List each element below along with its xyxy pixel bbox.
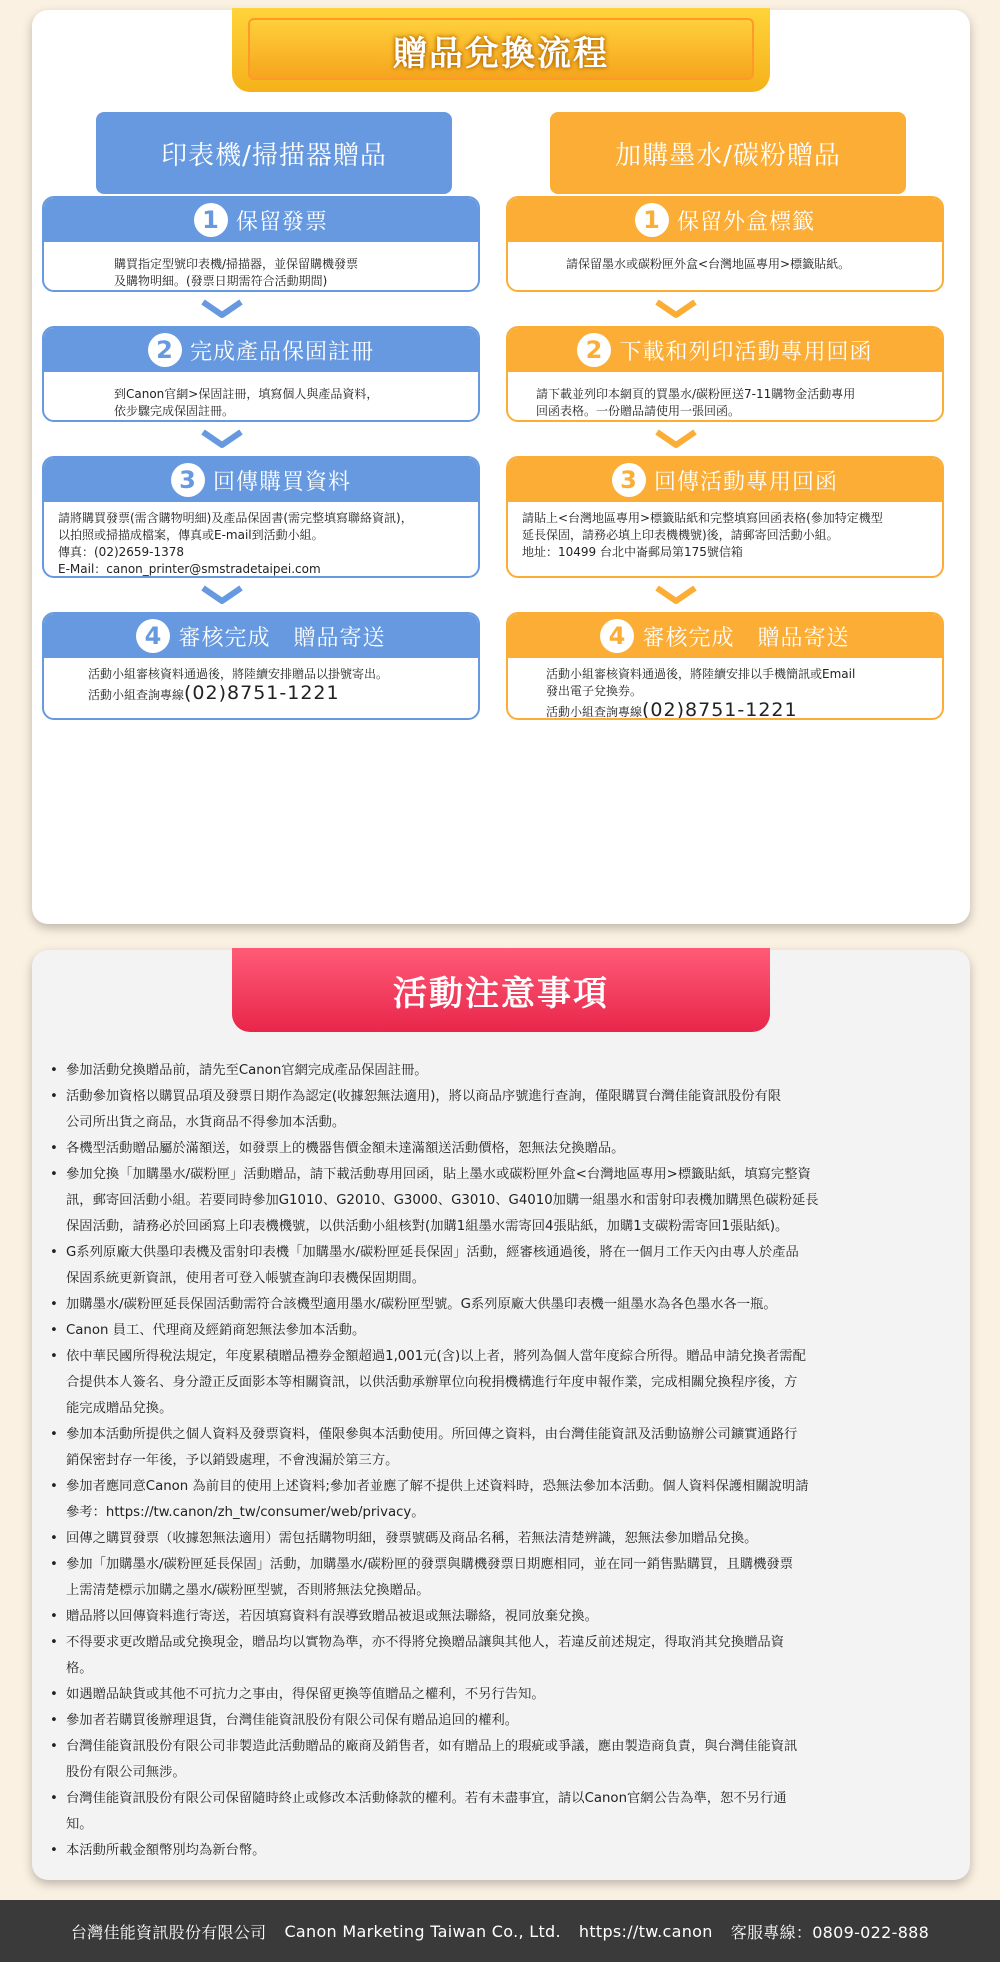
note-item [46, 1630, 958, 1682]
note-item [46, 1682, 958, 1708]
note-line: 公司所出貨之商品，水貨商品不得參加本活動。 [66, 1115, 346, 1130]
step-number-badge: 2 [577, 333, 611, 367]
footer-hotline: 客服專線：0809-022-888 [730, 1922, 930, 1942]
step-title: 保留發票 [235, 209, 328, 235]
step-text-line: 活動小組審核資料通過後，將陸續安排以手機簡訊或Email [546, 667, 856, 681]
step-header [508, 458, 942, 502]
step-number-badge: 4 [136, 619, 170, 653]
chevron-down-icon [200, 428, 244, 450]
notes-title-ribbon [232, 948, 770, 1032]
step-text-line: 到Canon官網>保固註冊，填寫個人與產品資料， [114, 387, 379, 401]
step-text-line: 傳真：(02)2659-1378 [58, 545, 185, 559]
note-item [46, 1526, 958, 1552]
step-title: 下載和列印活動專用回函 [619, 339, 873, 365]
step-text-line: 活動小組審核資料通過後，將陸續安排贈品以掛號寄出。 [88, 667, 389, 681]
step-number-badge: 2 [148, 333, 182, 367]
notes-panel [32, 950, 970, 1880]
step-number-badge: 3 [612, 463, 646, 497]
step-title: 回傳活動專用回函 [653, 469, 838, 495]
step-number-badge: 4 [600, 619, 634, 653]
printer-scanner-header: 印表機/掃描器贈品 [96, 112, 452, 194]
step-body [44, 372, 478, 420]
note-item [46, 1136, 958, 1162]
note-line: • 回傳之購買發票（收據恕無法適用）需包括購物明細，發票號碼及商品名稱，若無法清楚辨識，恕無法參加贈品兌換。 [66, 1531, 758, 1546]
note-item [46, 1162, 958, 1240]
hotline-label: 活動小組查詢專線 [546, 705, 643, 719]
process-title: 贈品兌換流程 [393, 33, 609, 74]
step-body [508, 502, 942, 561]
chevron-down-icon [200, 168, 244, 190]
note-line: 股份有限公司無涉。 [66, 1765, 186, 1780]
step-header [44, 328, 478, 372]
note-line: • 活動參加資格以購買品項及發票日期作為認定(收據恕無法適用)，將以商品序號進行查詢，僅限購買台灣佳能資訊股份有限 [66, 1089, 782, 1104]
notes-title: 活動注意事項 [393, 973, 609, 1014]
note-line: 合提供本人簽名、身分證正反面影本等相關資訊，以供活動承辦單位向稅捐機構進行年度申報作業，完成相關兌換程序後，方 [66, 1375, 798, 1390]
hotline-number: (02)8751-1221 [184, 682, 340, 704]
note-item [46, 1734, 958, 1786]
step-title: 完成產品保固註冊 [189, 339, 374, 365]
step-text-line: 購買指定型號印表機/掃描器，並保留購機發票 [114, 257, 359, 271]
step-body [508, 242, 942, 273]
step-header [44, 614, 478, 658]
note-line: • 加購墨水/碳粉匣延長保固活動需符合該機型適用墨水/碳粉匣型號。G系列原廠大供墨印表機一組墨水為各色墨水各一瓶。 [66, 1297, 777, 1312]
step-text-line: 依步驟完成保固註冊。 [114, 404, 235, 418]
step-number-badge: 3 [171, 463, 205, 497]
chevron-down-icon [200, 298, 244, 320]
note-line: • 參加者若購買後辦理退貨，台灣佳能資訊股份有限公司保有贈品追回的權利。 [66, 1713, 519, 1728]
hotline [522, 699, 928, 720]
note-line: 保固系統更新資訊，使用者可登入帳號查詢印表機保固期間。 [66, 1271, 426, 1286]
note-item [46, 1708, 958, 1734]
step-text-line: 地址：10499 台北中崙郵局第175號信箱 [522, 545, 743, 559]
footer-company-en: Canon Marketing Taiwan Co., Ltd. [284, 1921, 561, 1941]
note-line: • 本活動所載金額幣別均為新台幣。 [66, 1843, 266, 1858]
note-line: • Canon 員工、代理商及經銷商恕無法參加本活動。 [66, 1323, 366, 1338]
note-line: • 不得要求更改贈品或兌換現金，贈品均以實物為準，亦不得將兌換贈品讓與其他人，若違反前述規定，得取消其兌換贈品資 [66, 1635, 785, 1650]
step-text-line: 以拍照或掃描成檔案，傳真或E-mail到活動小組。 [58, 528, 324, 542]
step-body [44, 658, 478, 704]
ink-toner-header: 加購墨水/碳粉贈品 [550, 112, 906, 194]
note-line: 參考：https://tw.canon/zh_tw/consumer/web/privacy。 [66, 1505, 425, 1520]
note-line: • 參加兌換「加購墨水/碳粉匣」活動贈品，請下載活動專用回函，貼上墨水或碳粉匣外盒<台灣地區專用>標籤貼紙，填寫完整資 [66, 1167, 811, 1182]
hotline-label: 活動小組查詢專線 [88, 688, 185, 702]
step-body [44, 502, 478, 578]
step-body [508, 658, 942, 720]
note-line: 知。 [66, 1817, 93, 1832]
printer-step-3-card [42, 456, 480, 578]
note-item [46, 1422, 958, 1474]
note-item [46, 1344, 958, 1422]
hotline-number: (02)8751-1221 [642, 699, 798, 720]
note-item [46, 1292, 958, 1318]
step-title: 審核完成 贈品寄送 [642, 625, 850, 651]
note-line: • 依中華民國所得稅法規定，年度累積贈品禮券金額超過1,001元(含)以上者，將列為個人當年度綜合所得。贈品申請兌換者需配 [66, 1349, 806, 1364]
ink-step-3-card [506, 456, 944, 578]
step-title: 審核完成 贈品寄送 [178, 625, 386, 651]
notes-list [46, 1058, 958, 1864]
step-header [508, 328, 942, 372]
note-line: 保固活動，請務必於回函寫上印表機機號，以供活動小組核對(加購1組墨水需寄回4張貼紙，加購1支碳粉需寄回1張貼紙)。 [66, 1219, 789, 1234]
step-text-line: E-Mail：canon_printer@smstradetaipei.com [58, 562, 321, 576]
note-item [46, 1838, 958, 1864]
ink-step-2-card [506, 326, 944, 422]
note-item [46, 1084, 958, 1136]
step-number-badge: 1 [194, 203, 228, 237]
note-line: • 如遇贈品缺貨或其他不可抗力之事由，得保留更換等值贈品之權利，不另行告知。 [66, 1687, 545, 1702]
step-header [44, 198, 478, 242]
footer [0, 1900, 1000, 1962]
note-line: 銷保密封存一年後，予以銷毀處理，不會洩漏於第三方。 [66, 1453, 399, 1468]
note-line: • 台灣佳能資訊股份有限公司保留隨時終止或修改本活動條款的權利。若有未盡事宜，請以Canon官網公告為準，恕不另行通 [66, 1791, 787, 1806]
step-text-line: 發出電子兌換券。 [546, 684, 643, 698]
ink-step-4-card [506, 612, 944, 720]
note-line: • 參加者應同意Canon 為前目的使用上述資料;參加者並應了解不提供上述資料時，恐無法參加本活動。個人資料保護相關說明請 [66, 1479, 809, 1494]
ink-step-1-card [506, 196, 944, 292]
note-line: • 參加活動兌換贈品前，請先至Canon官網完成產品保固註冊。 [66, 1063, 428, 1078]
chevron-down-icon [200, 584, 244, 606]
printer-step-4-card [42, 612, 480, 720]
note-line: • 贈品將以回傳資料進行寄送，若因填寫資料有誤導致贈品被退或無法聯絡，視同放棄兌換。 [66, 1609, 598, 1624]
note-line: • G系列原廠大供墨印表機及雷射印表機「加購墨水/碳粉匣延長保固」活動，經審核通過後，將在一個月工作天內由專人於產品 [66, 1245, 799, 1260]
note-line: • 各機型活動贈品屬於滿額送，如發票上的機器售價金額未達滿額送活動價格，恕無法兌換贈品。 [66, 1141, 625, 1156]
note-item [46, 1552, 958, 1604]
chevron-down-icon [654, 428, 698, 450]
note-item [46, 1318, 958, 1344]
step-text-line: 請保留墨水或碳粉匣外盒<台灣地區專用>標籤貼紙。 [566, 257, 851, 271]
step-text-line: 及購物明細。(發票日期需符合活動期間) [114, 274, 328, 288]
note-item [46, 1786, 958, 1838]
note-line: 上需清楚標示加購之墨水/碳粉匣型號，否則將無法兌換贈品。 [66, 1583, 430, 1598]
note-line: • 台灣佳能資訊股份有限公司非製造此活動贈品的廠商及銷售者，如有贈品上的瑕疵或爭議，應由製造商負責，與台灣佳能資訊 [66, 1739, 798, 1754]
footer-website-link[interactable]: https://tw.canon [578, 1921, 713, 1941]
footer-company-zh: 台灣佳能資訊股份有限公司 [70, 1922, 267, 1942]
note-item [46, 1604, 958, 1630]
step-text-line: 請貼上<台灣地區專用>標籤貼紙和完整填寫回函表格(參加特定機型 [522, 511, 883, 525]
step-text-line: 延長保固，請務必填上印表機機號)後，請郵寄回活動小組。 [522, 528, 839, 542]
chevron-down-icon [654, 168, 698, 190]
step-body [508, 372, 942, 420]
step-title: 保留外盒標籤 [676, 209, 815, 235]
step-header [508, 198, 942, 242]
note-item [46, 1240, 958, 1292]
chevron-down-icon [654, 298, 698, 320]
printer-step-1-card [42, 196, 480, 292]
note-line: 訊，郵寄回活動小組。若要同時參加G1010、G2010、G3000、G3010、G4010加購一組墨水和雷射印表機加購黑色碳粉延長 [66, 1193, 819, 1208]
note-line: • 參加本活動所提供之個人資料及發票資料，僅限參與本活動使用。所回傳之資料，由台灣佳能資訊及活動協辦公司鑛實通路行 [66, 1427, 798, 1442]
step-header [508, 614, 942, 658]
note-line: 能完成贈品兌換。 [66, 1401, 173, 1416]
note-item [46, 1058, 958, 1084]
process-title-ribbon [232, 8, 770, 92]
step-text-line: 回函表格。一份贈品請使用一張回函。 [536, 404, 741, 418]
step-title: 回傳購買資料 [212, 469, 351, 495]
note-line: • 參加「加購墨水/碳粉匣延長保固」活動，加購墨水/碳粉匣的發票與購機發票日期應相同，並在同一銷售點購買，且購機發票 [66, 1557, 793, 1572]
step-number-badge: 1 [635, 203, 669, 237]
hotline [58, 682, 464, 704]
note-item [46, 1474, 958, 1526]
step-header [44, 458, 478, 502]
printer-step-2-card [42, 326, 480, 422]
step-text-line: 請將購買發票(需含購物明細)及產品保固書(需完整填寫聯絡資訊)， [58, 511, 413, 525]
note-line: 格。 [66, 1661, 93, 1676]
step-body [44, 242, 478, 290]
step-text-line: 請下載並列印本網頁的買墨水/碳粉匣送7-11購物金活動專用 [536, 387, 856, 401]
chevron-down-icon [654, 584, 698, 606]
process-panel [32, 10, 970, 924]
